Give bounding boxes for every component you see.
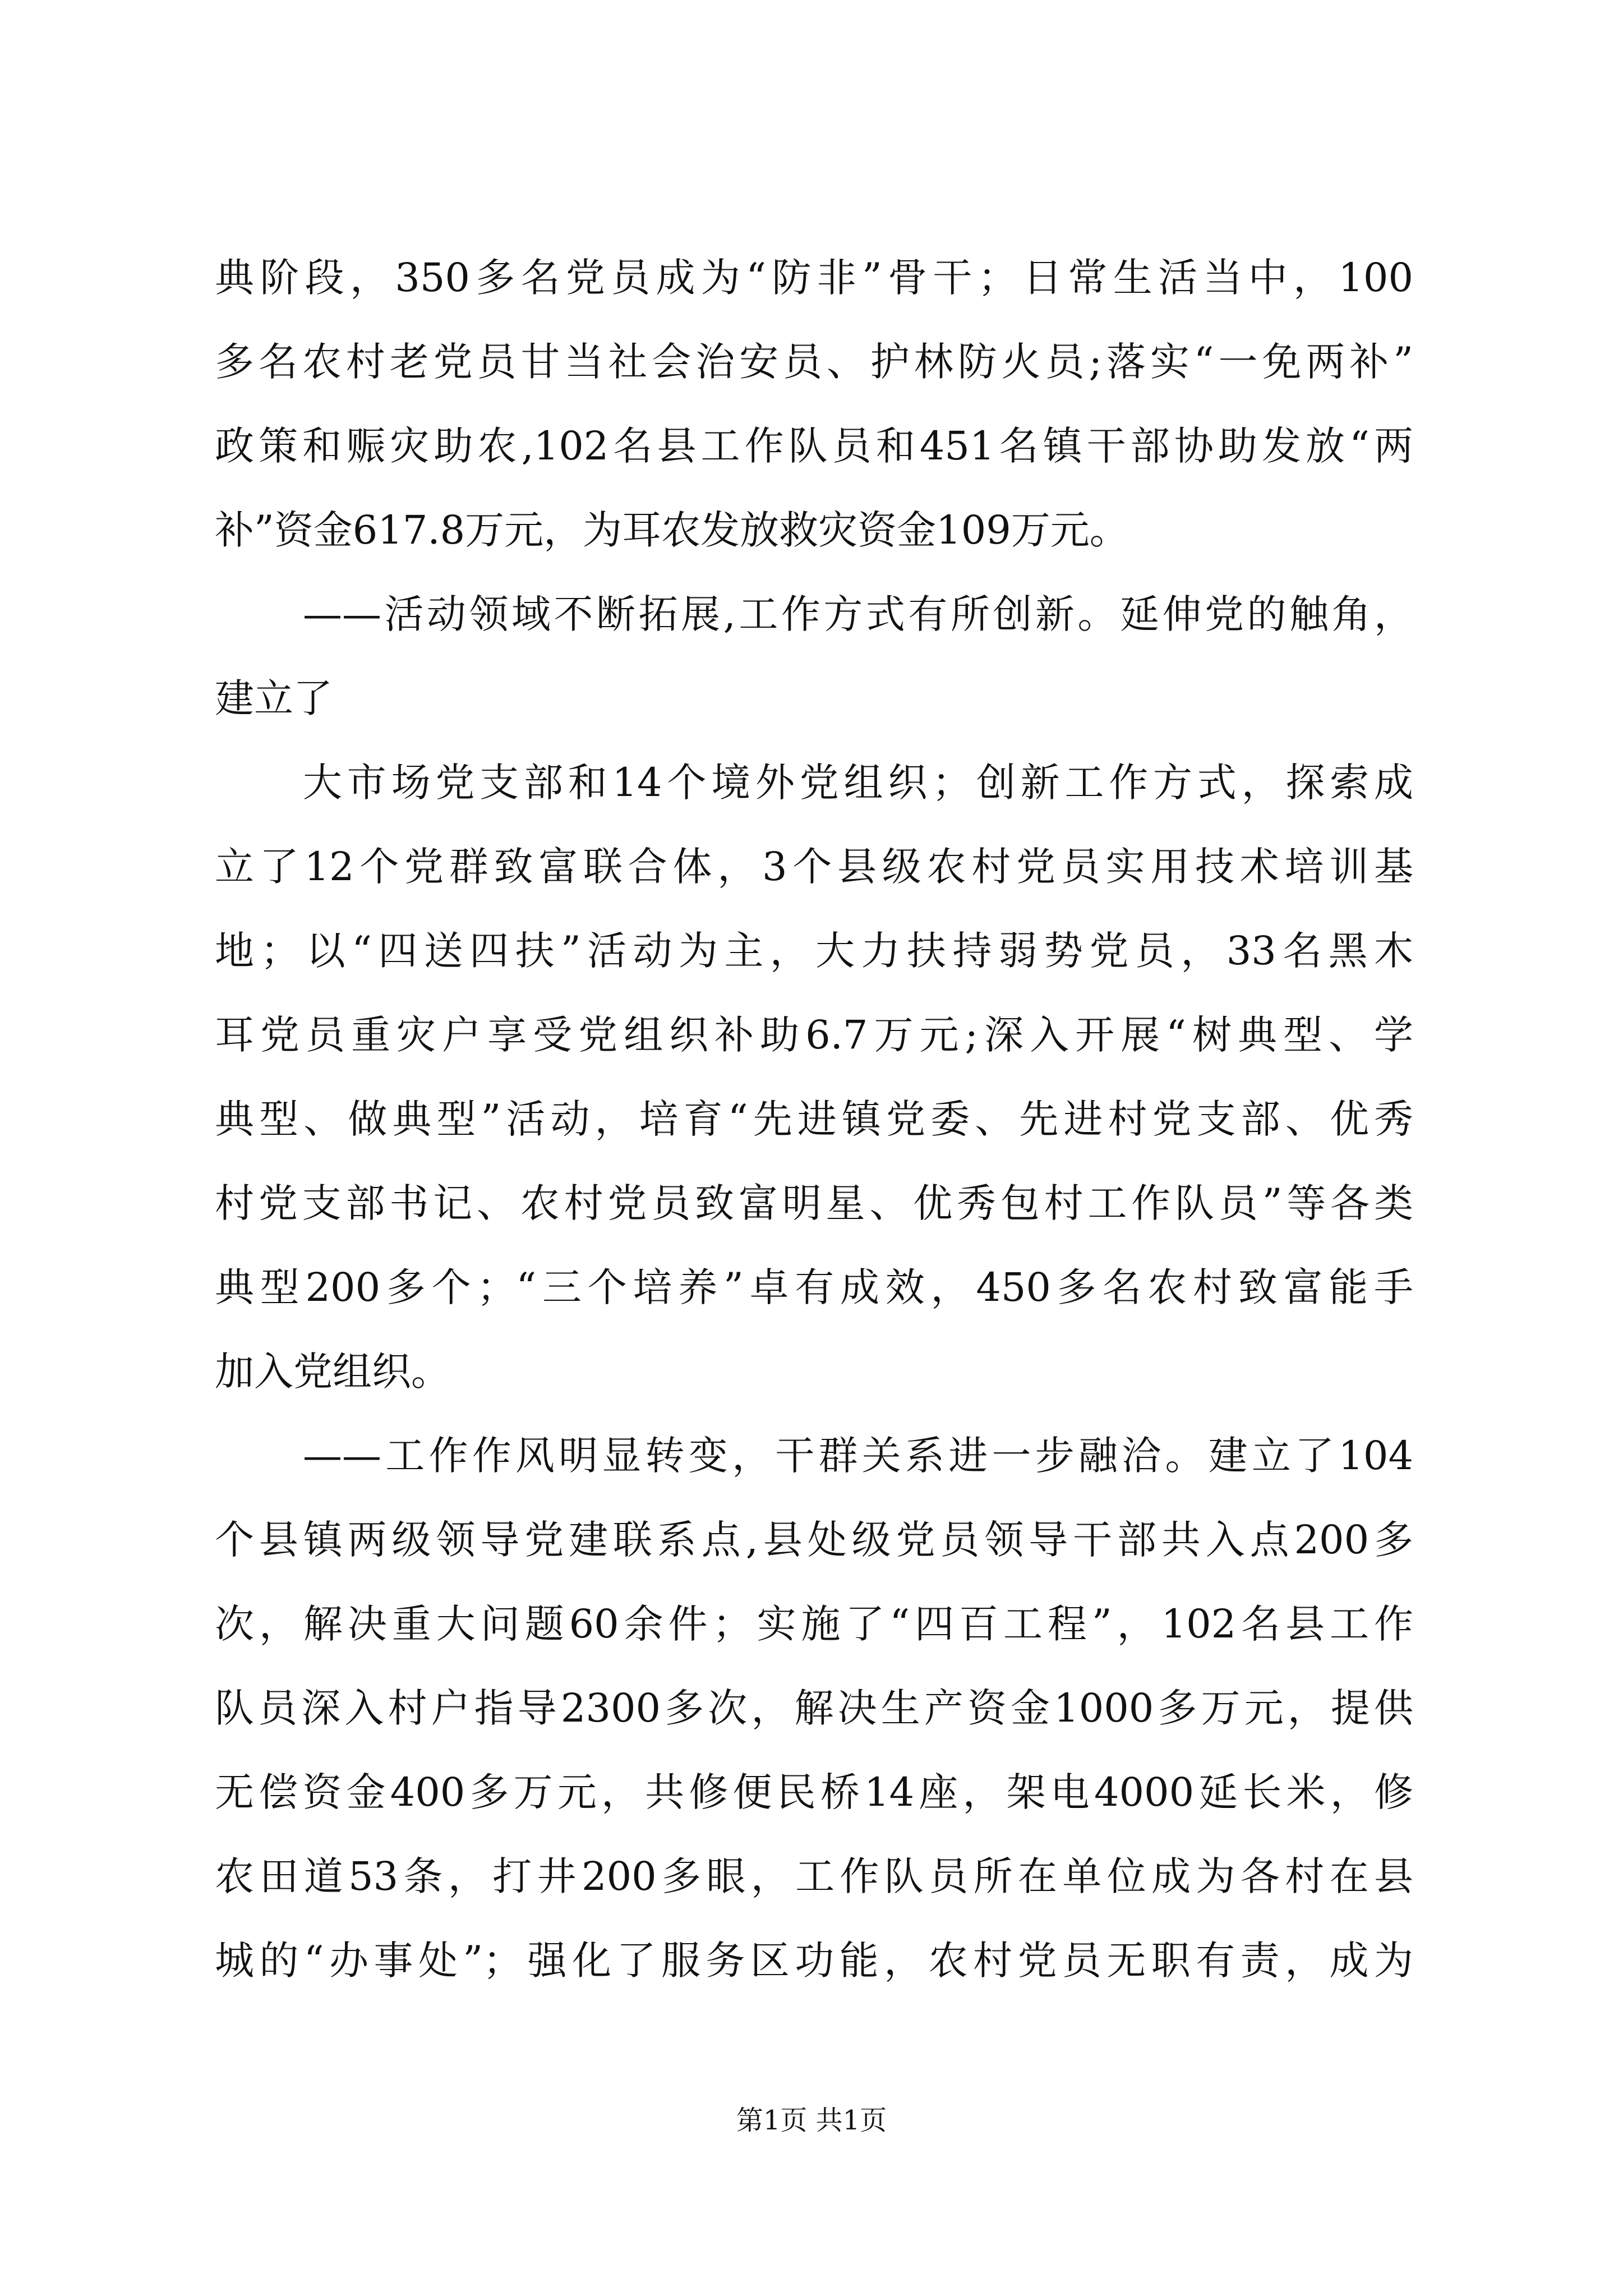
text-line: 建立了 [215, 675, 333, 721]
text-line: 村党支部书记、农村党员致富明星、优秀包村工作队员”等各类 [215, 1180, 1413, 1226]
text-line: 城的“办事处”；强化了服务区功能，农村党员无职有责，成为 [215, 1938, 1413, 1984]
text-line: 立了12个党群致富联合体，3个县级农村党员实用技术培训基 [215, 844, 1413, 890]
text-line: 典阶段，350多名党员成为“防非”骨干；日常生活当中，100 [215, 255, 1413, 301]
page-footer: 第1页 共1页 [736, 2105, 887, 2136]
text-line: 地；以“四送四扶”活动为主，大力扶持弱势党员，33名黑木 [215, 928, 1413, 974]
text-line: 典型200多个；“三个培养”卓有成效，450多名农村致富能手 [215, 1264, 1413, 1310]
text-line: 多名农村老党员甘当社会治安员、护林防火员;落实“一免两补” [215, 339, 1413, 385]
text-line: 队员深入村户指导2300多次，解决生产资金1000多万元，提供 [215, 1685, 1413, 1731]
text-line: 补”资金617.8万元，为耳农发放救灾资金109万元。 [215, 507, 1129, 553]
text-line: 次，解决重大问题60余件；实施了“四百工程”，102名县工作 [215, 1601, 1413, 1647]
text-line: 个县镇两级领导党建联系点,县处级党员领导干部共入点200多 [215, 1517, 1413, 1563]
text-line: ——活动领域不断拓展,工作方式有所创新。延伸党的触角， [303, 591, 1413, 637]
text-line: 加入党组织。 [215, 1349, 450, 1395]
text-line: 大市场党支部和14个境外党组织；创新工作方式，探索成 [303, 760, 1413, 806]
text-line: ——工作作风明显转变，干群关系进一步融洽。建立了104 [303, 1433, 1413, 1479]
text-line: 耳党员重灾户享受党组织补助6.7万元;深入开展“树典型、学 [215, 1012, 1413, 1058]
text-line: 无偿资金400多万元，共修便民桥14座，架电4000延长米，修 [215, 1769, 1413, 1815]
text-line: 农田道53条，打井200多眼，工作队员所在单位成为各村在县 [215, 1853, 1413, 1899]
text-line: 政策和赈灾助农,102名县工作队员和451名镇干部协助发放“两 [215, 423, 1413, 469]
text-line: 典型、做典型”活动，培育“先进镇党委、先进村党支部、优秀 [215, 1096, 1413, 1142]
